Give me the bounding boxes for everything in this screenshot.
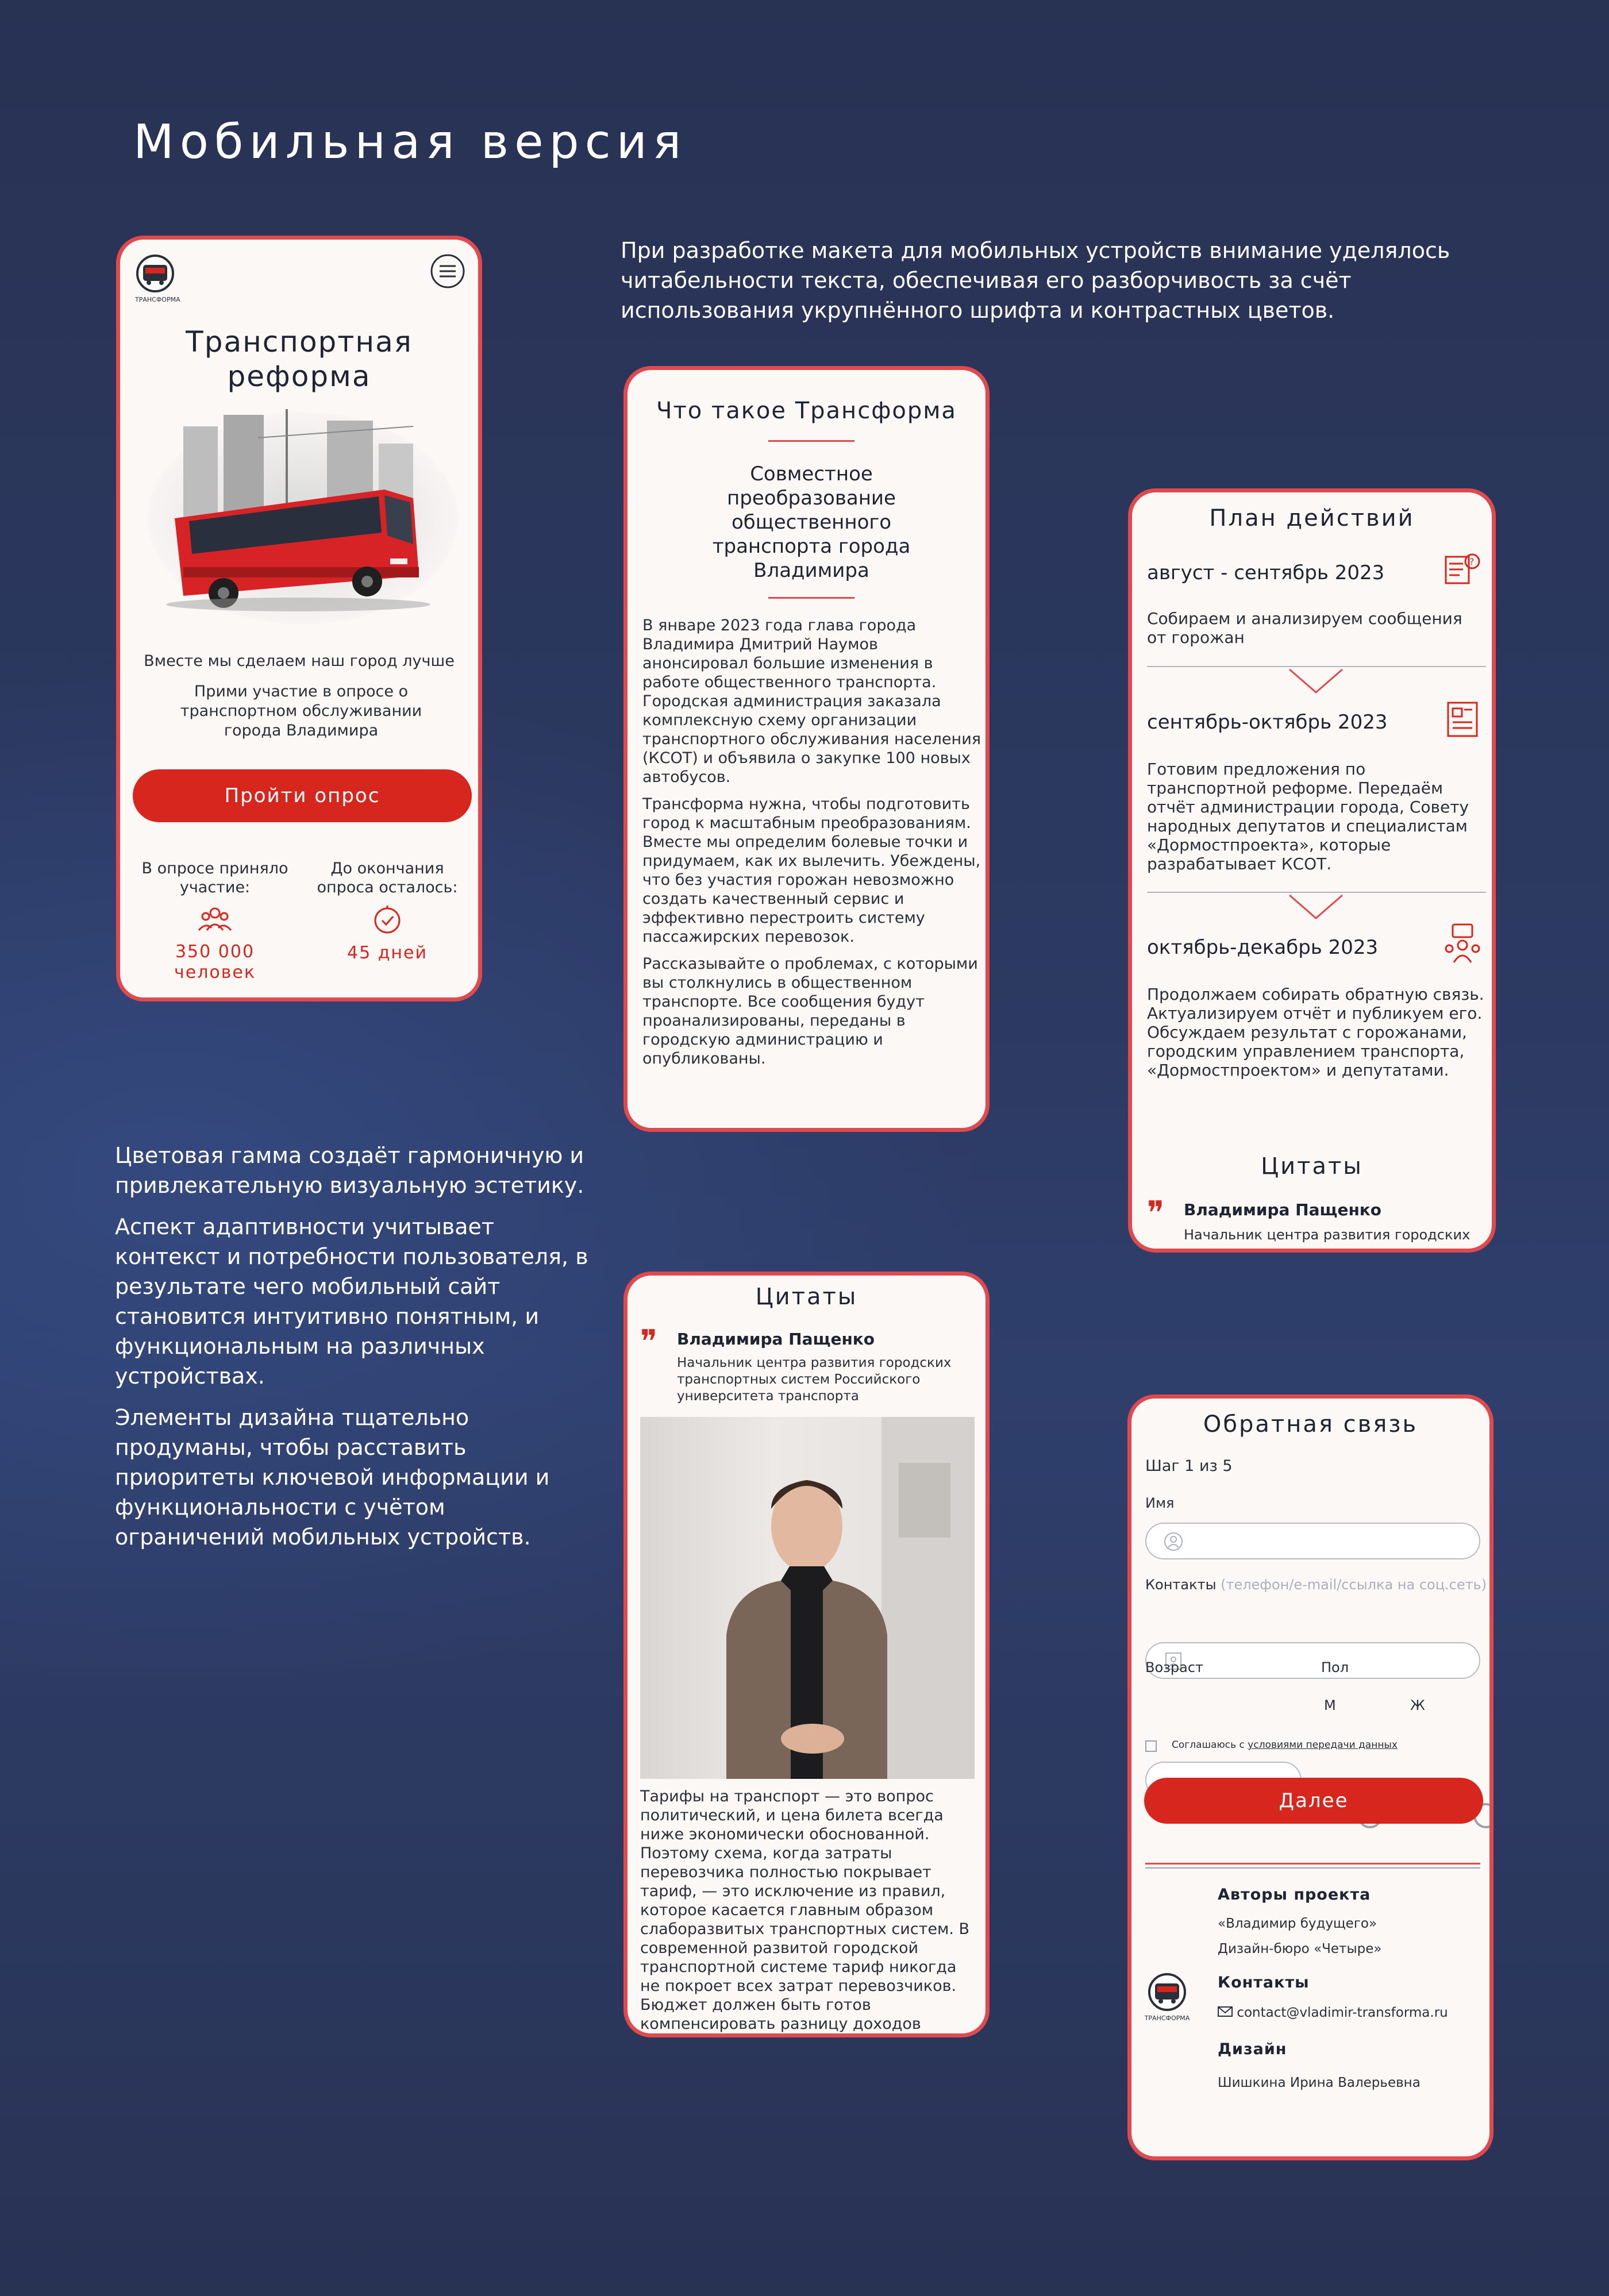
quote-icon: ❞ [1147,1195,1165,1232]
about-paragraph: Рассказывайте о проблемах, с которыми вы столкнулись в общественном транспорте. Все сообщения будут проанализированы, переданы в городскую администрацию и опубликованы. [642,955,978,1068]
plan-step-text: Собираем и анализируем сообщения от горожан [1147,609,1462,647]
about-text [642,616,981,1068]
footer-email[interactable]: contact@vladimir-transforma.ru [1237,2005,1448,2020]
stat-days-left [304,859,471,963]
stat-value [132,942,298,983]
quote-role: Начальник центра развития городских [1184,1227,1471,1243]
people-icon [198,905,232,934]
plan-step-period: август - сентябрь 2023 [1147,561,1385,584]
hero-title-line: реформа [227,360,371,393]
footer-author: «Владимир будущего» [1218,1916,1377,1931]
stat-label: До окончания опроса осталось: [317,860,458,896]
contacts-label-text: Контакты [1145,1577,1217,1593]
section-title: Что такое Трансформа [656,398,957,424]
plan-step-period: сентябрь-октябрь 2023 [1147,711,1388,734]
person-photo [640,1417,975,1779]
quote-author: Владимира Пащенко [677,1330,875,1349]
side-paragraph: Аспект адаптивности учитывает контекст и потребности пользователя, в результате чего мобильный сайт становится интуитивно понятным, и функциональным на различных устройствах. [115,1214,588,1389]
contacts-label [1145,1577,1487,1593]
hamburger-icon [430,253,465,289]
footer-contacts-title: Контакты [1218,1974,1310,1991]
about-paragraph: В январе 2023 года глава города Владимира Дмитрий Наумов анонсировал большие изменения в работе общественного транспорта. Городская администрация заказала комплексную схему организации транспортного обслуживания населения (КСОТ) и объявила о закупке 100 новых автобусов. [642,617,981,786]
quote-author: Владимира Пащенко [1184,1200,1382,1219]
intro-text: При разработке макета для мобильных устройств внимание уделялось читабельности текста, обеспечивая его разборчивость за счёт использования укрупнённого шрифта и контрастных цветов. [621,238,1450,323]
meeting-icon [1442,922,1483,965]
section-subtitle: Совместное преобразование общественного транспорта города Владимира [712,463,911,582]
logo-icon [1147,1972,1187,2012]
stat-label: В опросе приняло участие: [141,860,288,896]
page-title: Мобильная версия [133,115,687,169]
consent-text [1172,1739,1398,1751]
logo[interactable] [135,253,181,303]
stat-value: 45 дней [347,943,428,963]
quote-icon: ❞ [640,1323,658,1361]
contacts-hint: (телефон/e-mail/ссылка на соц.сеть) [1221,1577,1487,1593]
phone-feedback [1127,1394,1493,2160]
phone-plan [1128,488,1496,1253]
hero-title [120,325,478,394]
about-paragraph: Трансформа нужна, чтобы подготовить город к масштабным преобразованиям. Вместе мы определим болевые точки и придумаем, как их вылечить. Убеждены, что без участия горожан невозможно создать качественный сервис и эффективно перестроить систему пассажирских перевозок. [642,795,981,946]
phone-quotes [623,1272,990,2037]
stat-value-line: человек [174,962,256,983]
hero-call: Прими участие в опросе о транспортном обслуживании города Владимира [180,683,422,739]
side-paragraph: Цветовая гамма создаёт гармоничную и привлекательную визуальную эстетику. [115,1143,584,1198]
section-title: Обратная связь [1203,1411,1418,1438]
divider [1145,1863,1480,1864]
quote-role: Начальник центра развития городских транспортных систем Российского университета транспорта [677,1355,952,1404]
age-label: Возраст [1145,1659,1204,1675]
chevron-down-icon [1287,893,1345,922]
portrait-photo [640,1417,975,1779]
name-input[interactable] [1145,1523,1480,1559]
footer-logo[interactable] [1144,1972,1190,2022]
user-icon [1164,1532,1183,1551]
menu-button[interactable] [430,253,465,291]
gender-label: Пол [1321,1659,1349,1675]
phone-home [116,236,482,1001]
footer-designer: Шишкина Ирина Валерьевна [1218,2075,1421,2090]
consent-checkbox[interactable] [1145,1740,1157,1752]
timer-icon [372,904,403,935]
consent-link[interactable]: условиями передачи данных [1248,1739,1398,1751]
side-paragraph: Элементы дизайна тщательно продуманы, чтобы расставить приоритеты ключевой информации и функциональности с учётом ограничений мобильных устройств. [115,1405,550,1550]
logo-label: ТРАНСФОРМА [1144,2014,1190,2022]
bus-illustration [143,403,462,627]
divider [768,440,854,442]
logo-icon [135,253,175,294]
section-title: Цитаты [755,1284,858,1310]
plan-step-text: Готовим предложения по транспортной реформе. Передаём отчёт администрации города, Совету народных депутатов и специалистам «Дормостпроекта», которые разрабатывает КСОТ. [1147,760,1469,873]
section-title: План действий [1209,505,1415,531]
analysis-icon [1442,550,1483,590]
stat-value-line: 350 000 [175,942,255,962]
plan-step-text: Продолжаем собирать обратную связь. Актуализируем отчёт и публикуем его. Обсуждаем результат с горожанами, городским управлением транспорта, «Дормостпроектом» и депутатами. [1147,985,1484,1080]
quote-text: Тарифы на транспорт — это вопрос политический, и цена билета всегда ниже экономически обоснованной. Поэтому схема, когда затраты перевозчика полностью покрывает тариф, — это исключение из правил, которое касается главным образом слаборазвитых транспортных систем. В современной развитой городской транспортной системе тариф никогда не покроет всех затрат перевозчиков. Бюджет должен быть готов компенсировать разницу доходов [640,1788,970,2033]
footer [1218,1886,1482,2090]
quotes-title: Цитаты [1261,1153,1363,1180]
hero-image [143,403,462,627]
name-label: Имя [1145,1495,1175,1511]
document-icon [1442,699,1483,739]
footer-authors-title: Авторы проекта [1218,1886,1371,1904]
divider [768,597,854,599]
hero-title-line: Транспортная [186,325,413,359]
gender-m-label: М [1324,1697,1336,1713]
svg-text:?: ? [1469,556,1475,567]
survey-button[interactable]: Пройти опрос [133,769,472,822]
phone-about [623,366,990,1132]
consent-prefix: Соглашаюсь с [1172,1739,1248,1751]
divider [1145,1867,1480,1869]
form-step: Шаг 1 из 5 [1145,1457,1233,1475]
footer-design-title: Дизайн [1218,2040,1287,2058]
stat-participants [132,859,298,983]
next-button[interactable]: Далее [1144,1778,1483,1824]
plan-step-period: октябрь-декабрь 2023 [1147,936,1379,959]
logo-label: ТРАНСФОРМА [135,296,180,303]
chevron-down-icon [1287,667,1345,696]
side-description [115,1141,592,1563]
gender-f-label: Ж [1410,1697,1425,1713]
footer-email-row[interactable] [1218,2005,1482,2021]
footer-author: Дизайн-бюро «Четыре» [1218,1941,1382,1956]
hero-tagline: Вместе мы сделаем наш город лучше [144,652,455,670]
mail-icon [1218,2006,1233,2021]
